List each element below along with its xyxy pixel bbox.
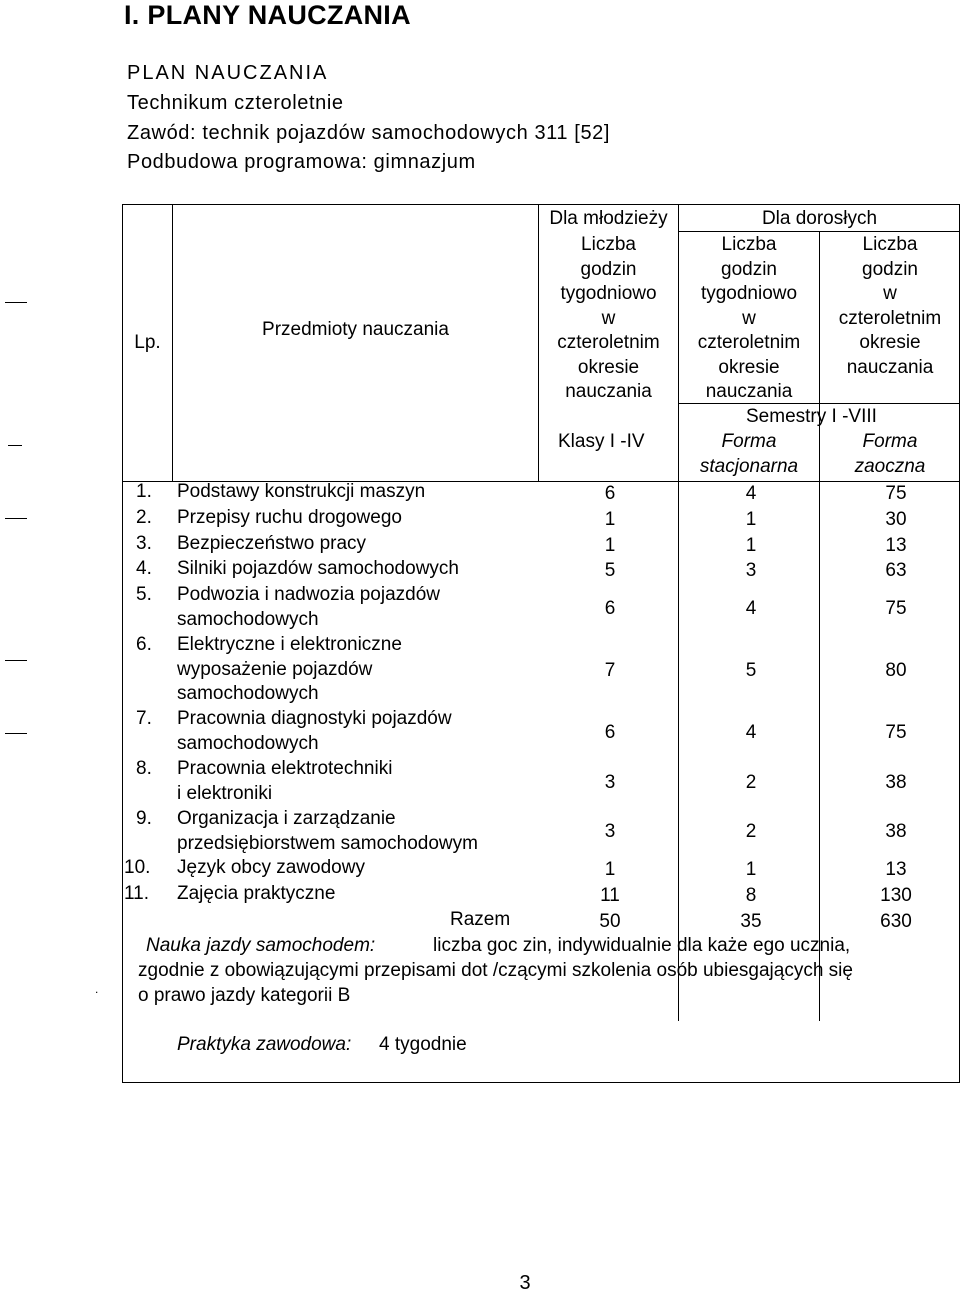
semesters-header: Semestry I -VIII bbox=[746, 406, 877, 427]
driving-note-line3: o prawo jazdy kategorii B bbox=[138, 985, 351, 1006]
adults-header: Dla dorosłych bbox=[761, 208, 878, 229]
form-extramural-header: Forma zaoczna bbox=[854, 431, 926, 477]
page-number: 3 bbox=[519, 1272, 531, 1294]
subject-name: Podstawy konstrukcji maszyn bbox=[177, 481, 426, 502]
extramural-hours: 75 bbox=[885, 483, 907, 504]
practice-label: Praktyka zawodowa: bbox=[177, 1034, 352, 1055]
margin-mark bbox=[8, 445, 22, 446]
subject-name: Przepisy ruchu drogowego bbox=[177, 507, 402, 528]
stationary-hours: 1 bbox=[745, 509, 757, 530]
extramural-hours: 63 bbox=[885, 560, 907, 581]
margin-mark bbox=[5, 302, 27, 303]
stationary-hours: 4 bbox=[745, 483, 757, 504]
margin-mark bbox=[5, 733, 27, 734]
youth-hours: 3 bbox=[604, 821, 616, 842]
subject-name: Pracownia diagnostyki pojazdów samochodowych bbox=[177, 708, 452, 754]
youth-hours: 5 bbox=[604, 560, 616, 581]
form-stationary-header: Forma stacjonarna bbox=[699, 431, 799, 477]
row-number: 1. bbox=[136, 481, 152, 502]
stationary-hours: 1 bbox=[745, 859, 757, 880]
subject-name: Podwozia i nadwozia pojazdów samochodowych bbox=[177, 584, 440, 630]
youth-hours: 1 bbox=[604, 509, 616, 530]
total-youth: 50 bbox=[599, 911, 621, 932]
youth-hours: 6 bbox=[604, 598, 616, 619]
extramural-hours-header: Liczba godzin w czteroletnim okresie nauczania bbox=[838, 234, 942, 378]
stationary-hours: 1 bbox=[745, 535, 757, 556]
stationary-hours: 4 bbox=[745, 722, 757, 743]
stationary-hours: 2 bbox=[745, 821, 757, 842]
extramural-hours: 13 bbox=[885, 859, 907, 880]
stationary-hours: 5 bbox=[745, 660, 757, 681]
total-extramural: 630 bbox=[880, 911, 912, 932]
subject-name: Bezpieczeństwo pracy bbox=[177, 533, 367, 554]
stationary-hours: 4 bbox=[745, 598, 757, 619]
driving-label: Nauka jazdy samochodem: bbox=[146, 935, 376, 956]
youth-hours: 1 bbox=[604, 859, 616, 880]
extramural-hours: 75 bbox=[885, 598, 907, 619]
row-number: 11. bbox=[124, 883, 150, 904]
youth-hours: 1 bbox=[604, 535, 616, 556]
curriculum-base: Podbudowa programowa: gimnazjum bbox=[127, 151, 476, 173]
classes-header: Klasy I -IV bbox=[558, 431, 645, 452]
school-type: Technikum czteroletnie bbox=[127, 92, 344, 114]
margin-mark bbox=[5, 518, 27, 519]
youth-header: Dla młodzieży bbox=[549, 208, 668, 229]
stationary-hours: 8 bbox=[745, 885, 757, 906]
extramural-hours: 38 bbox=[885, 772, 907, 793]
lp-header: Lp. bbox=[134, 332, 161, 353]
extramural-hours: 80 bbox=[885, 660, 907, 681]
row-number: 5. bbox=[136, 584, 152, 605]
row-number: 2. bbox=[136, 507, 152, 528]
stationary-hours-header: Liczba godzin tygodniowo w czteroletnim okresie nauczania bbox=[697, 234, 801, 402]
practice-value: 4 tygodnie bbox=[379, 1034, 467, 1055]
youth-hours: 11 bbox=[600, 885, 620, 906]
youth-hours: 6 bbox=[604, 722, 616, 743]
row-number: 4. bbox=[136, 558, 152, 579]
row-number: 8. bbox=[136, 758, 152, 779]
row-number: 6. bbox=[136, 634, 152, 655]
driving-note-line2: zgodnie z obowiązującymi przepisami dot /czącymi szkolenia osób ubiesgających się bbox=[138, 960, 853, 981]
profession: Zawód: technik pojazdów samochodowych 311 [52] bbox=[127, 122, 611, 144]
margin-dot: . bbox=[95, 982, 99, 996]
youth-hours-header: Liczba godzin tygodniowo w czteroletnim okresie nauczania bbox=[557, 234, 660, 402]
extramural-hours: 13 bbox=[885, 535, 907, 556]
stationary-hours: 3 bbox=[745, 560, 757, 581]
subjects-header: Przedmioty nauczania bbox=[262, 319, 449, 340]
extramural-hours: 75 bbox=[885, 722, 907, 743]
row-number: 9. bbox=[136, 808, 152, 829]
row-number: 3. bbox=[136, 533, 152, 554]
driving-note-line1: liczba goc zin, indywidualnie dla każe ego ucznia, bbox=[433, 935, 851, 956]
row-number: 7. bbox=[136, 708, 152, 729]
margin-mark bbox=[5, 660, 27, 661]
subject-name: Język obcy zawodowy bbox=[177, 857, 365, 878]
total-stationary: 35 bbox=[740, 911, 762, 932]
divider bbox=[172, 205, 173, 482]
extramural-hours: 30 bbox=[885, 509, 907, 530]
subject-name: Pracownia elektrotechniki i elektroniki bbox=[177, 758, 393, 804]
youth-hours: 3 bbox=[604, 772, 616, 793]
youth-hours: 7 bbox=[604, 660, 616, 681]
page-title: I. PLANY NAUCZANIA bbox=[124, 0, 411, 30]
subject-name: Organizacja i zarządzanie przedsiębiorstwem samochodowym bbox=[177, 808, 478, 854]
plan-heading: PLAN NAUCZANIA bbox=[127, 62, 329, 84]
subject-name: Silniki pojazdów samochodowych bbox=[177, 558, 459, 579]
row-number: 10. bbox=[124, 857, 151, 878]
extramural-hours: 38 bbox=[885, 821, 907, 842]
youth-hours: 6 bbox=[604, 483, 616, 504]
total-label: Razem bbox=[450, 909, 511, 930]
extramural-hours: 130 bbox=[880, 885, 912, 906]
subject-name: Elektryczne i elektroniczne wyposażenie pojazdów samochodowych bbox=[177, 634, 402, 704]
subject-name: Zajęcia praktyczne bbox=[177, 883, 336, 904]
stationary-hours: 2 bbox=[745, 772, 757, 793]
